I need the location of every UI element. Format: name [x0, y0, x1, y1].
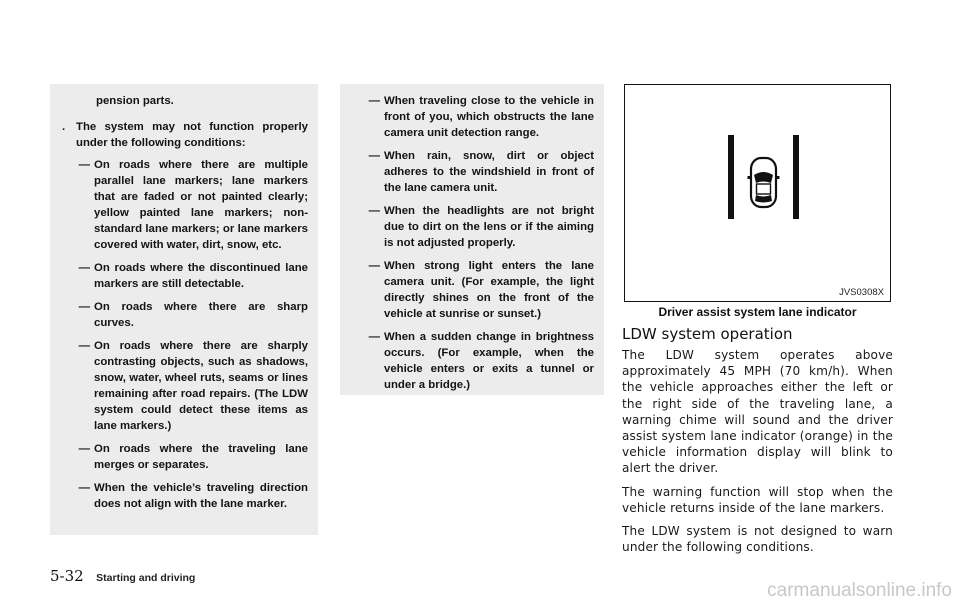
middle-text-column: [340, 84, 604, 395]
condition-item: [60, 441, 308, 473]
condition-text: On roads where there are sharply contrasting objects, such as shadows, snow, water, wheel ruts, seams or lines remaining after road repairs. (The LDW system could detect these items as lane markers.): [94, 340, 308, 432]
condition-text: When a sudden change in brightness occurs. (For example, when the vehicle enters or exits a tunnel or under a bridge.): [384, 331, 594, 391]
bullet-item: [60, 119, 308, 151]
condition-text: When strong light enters the lane camera unit. (For example, the light directly shines on the front of the vehicle at sunrise or sunset.): [384, 260, 594, 320]
right-lane-marker: [793, 135, 799, 219]
condition-item: [60, 299, 308, 331]
paragraph: The LDW system is not designed to warn under the following conditions.: [622, 524, 893, 555]
dash-mark: —: [78, 340, 90, 352]
figure-caption: Driver assist system lane indicator: [658, 305, 857, 319]
dash-mark: —: [78, 482, 90, 494]
condition-item: [60, 260, 308, 292]
dash-mark: —: [368, 95, 380, 107]
left-text-column: [50, 84, 318, 535]
dash-mark: —: [368, 260, 380, 272]
watermark: carmanualsonline.info: [767, 580, 952, 601]
condition-text: On roads where the traveling lane merges or separates.: [94, 443, 308, 471]
page-number: 5-32: [50, 567, 84, 585]
condition-item: [358, 203, 594, 251]
condition-item: [358, 93, 594, 141]
dash-mark: —: [368, 150, 380, 162]
bullet-mark: .: [62, 121, 66, 133]
condition-item: [358, 329, 594, 393]
continuation-text: pension parts.: [96, 95, 174, 107]
condition-text: When rain, snow, dirt or object adheres to the windshield in front of the lane camera unit.: [384, 150, 594, 194]
figure-code: JVS0308X: [839, 287, 884, 298]
condition-text: On roads where there are sharp curves.: [94, 301, 308, 329]
condition-text: On roads where the discontinued lane markers are still detectable.: [94, 262, 308, 290]
car-icon: [748, 158, 780, 207]
condition-text: When the vehicle’s traveling direction does not align with the lane marker.: [94, 482, 308, 510]
condition-item: [60, 338, 308, 434]
condition-item: [60, 157, 308, 253]
bullet-text: The system may not function properly under the following conditions:: [76, 121, 308, 149]
condition-text: When the headlights are not bright due to dirt on the lens or if the aiming is not adjusted properly.: [384, 205, 594, 249]
condition-item: [358, 148, 594, 196]
dash-mark: —: [78, 443, 90, 455]
dash-mark: —: [368, 205, 380, 217]
dash-mark: —: [78, 262, 90, 274]
section-heading: LDW system operation: [622, 325, 793, 343]
dash-mark: —: [368, 331, 380, 343]
lane-indicator-figure: [624, 84, 891, 302]
section-body: [622, 347, 893, 562]
condition-text: When traveling close to the vehicle in front of you, which obstructs the lane camera unit detection range.: [384, 95, 594, 139]
condition-item: [358, 258, 594, 322]
paragraph: The warning function will stop when the vehicle returns inside of the lane markers.: [622, 484, 893, 515]
footer-section-name: Starting and driving: [96, 572, 196, 584]
condition-item: [60, 480, 308, 512]
condition-text: On roads where there are multiple parallel lane markers; lane markers that are faded or not painted clearly; yellow painted lane markers; non-standard lane markers; or lane markers covered with water, dirt, snow, etc.: [94, 159, 308, 251]
page-footer: [50, 567, 195, 586]
paragraph: The LDW system operates above approximately 45 MPH (70 km/h). When the vehicle approaches either the left or the right side of the traveling lane, a warning chime will sound and the driver assist system lane indicator (orange) in the vehicle information display will blink to alert the driver.: [622, 348, 893, 476]
car-between-lane-markers-icon: [625, 85, 889, 300]
dash-mark: —: [78, 159, 90, 171]
dash-mark: —: [78, 301, 90, 313]
left-lane-marker: [728, 135, 734, 219]
